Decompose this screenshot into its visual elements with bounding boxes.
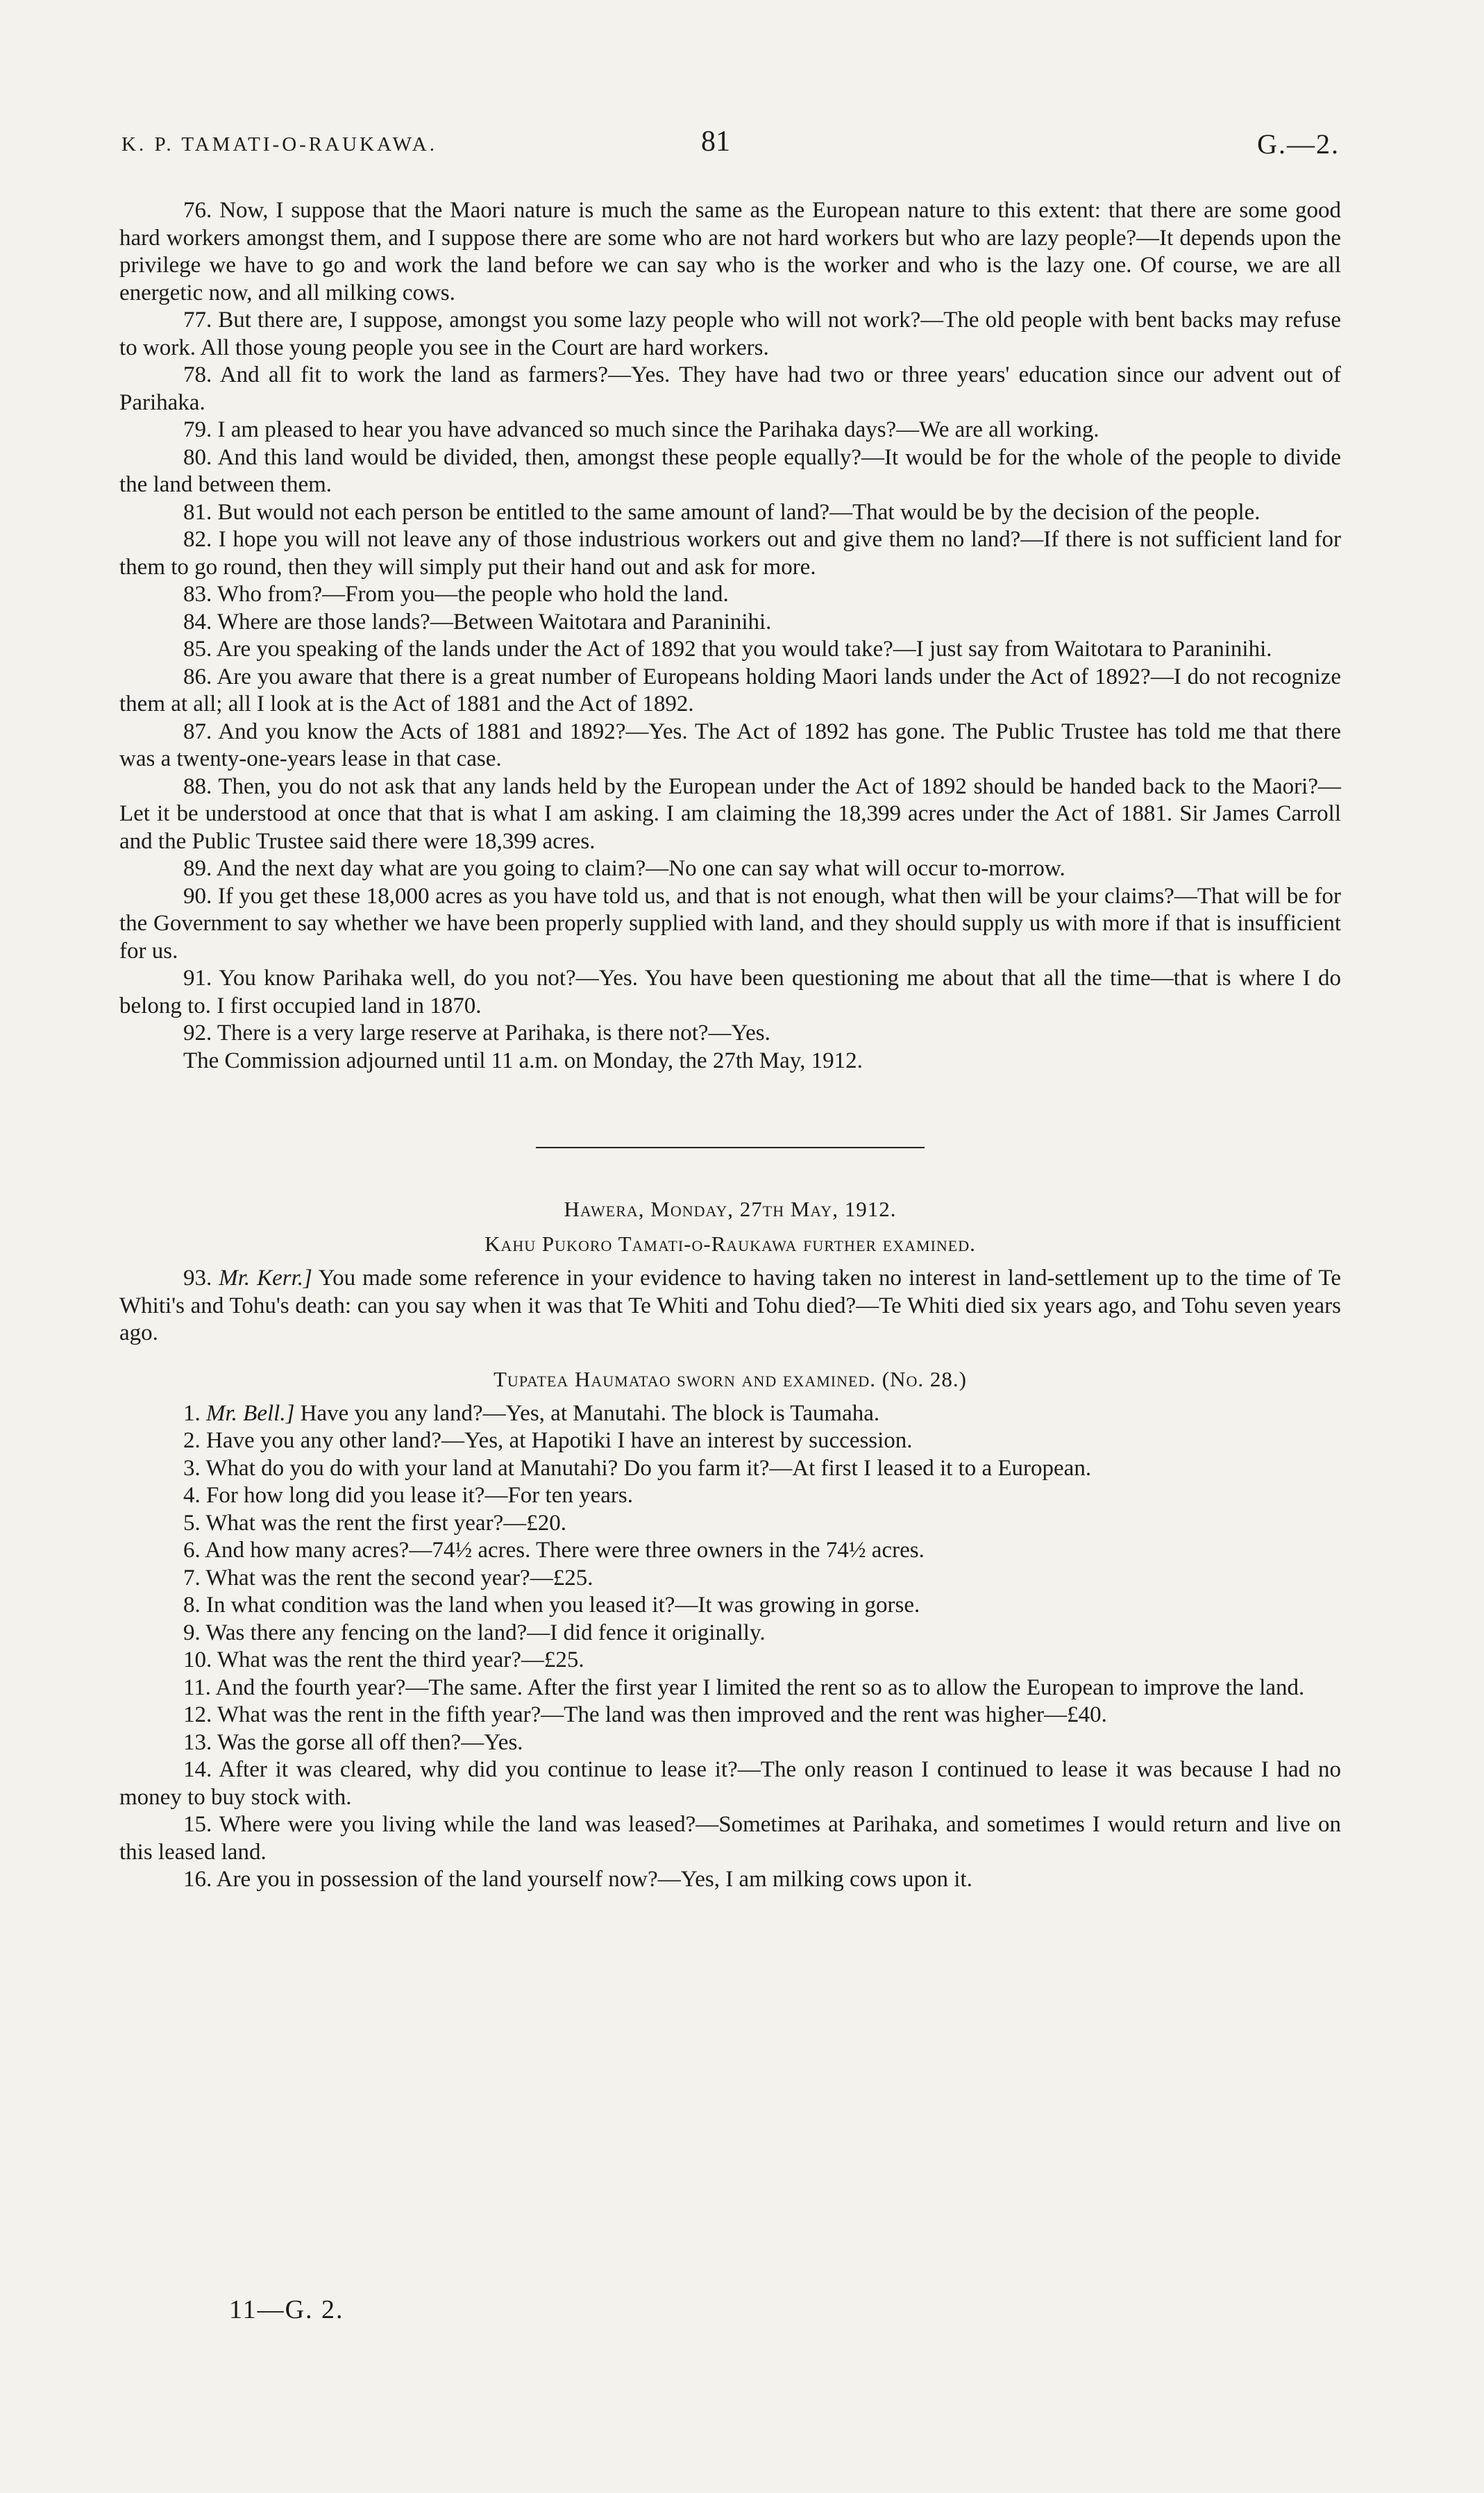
evidence-paragraph: 12. What was the rent in the fifth year?—The land was then improved and the rent was higher—£40. — [183, 1702, 1107, 1727]
evidence-paragraph: 81. But would not each person be entitled to the same amount of land?—That would be by the decision of the people. — [183, 499, 1260, 525]
evidence-paragraph: 7. What was the rent the second year?—£25. — [183, 1565, 593, 1590]
question-number: 93. — [183, 1266, 212, 1291]
evidence-paragraph: 16. Are you in possession of the land yourself now?—Yes, I am milking cows upon it. — [183, 1867, 972, 1892]
evidence-paragraph: 90. If you get these 18,000 acres as you have told us, and that is not enough, what then will be your claims?—That will be for the Government to say whether we have been properly supplied with land, and they should supply us with more if that is insufficient for us. — [119, 883, 1341, 964]
evidence-paragraph: 9. Was there any fencing on the land?—I did fence it originally. — [183, 1620, 766, 1645]
evidence-paragraph: 11. And the fourth year?—The same. After the first year I limited the rent so as to allow the European to improve the land. — [183, 1674, 1305, 1700]
evidence-paragraph: 91. You know Parihaka well, do you not?—Yes. You have been questioning me about that all the time—that is where I do belong to. I first occupied land in 1870. — [119, 966, 1341, 1018]
evidence-paragraph: 83. Who from?—From you—the people who hold the land. — [183, 582, 729, 607]
evidence-paragraph: 76. Now, I suppose that the Maori nature is much the same as the European nature to this extent: that there are some good hard workers amongst them, and I suppose there are some who are not hard workers but who are lazy people?—It depends upon the privilege we have to go and work the land before we can say who is the worker and who is the lazy one. Of course, we are all energetic now, and all milking cows. — [119, 198, 1341, 305]
evidence-paragraph: 80. And this land would be divided, then, amongst these people equally?—It would be for the whole of the people to divide the land between them. — [119, 444, 1341, 497]
evidence-paragraph: 4. For how long did you lease it?—For ten years. — [183, 1483, 633, 1508]
page-body — [119, 197, 1341, 1894]
evidence-section-questions-76-92 — [119, 197, 1341, 1075]
evidence-paragraph: 78. And all fit to work the land as farmers?—Yes. They have had two or three years' education since our advent out of Parihaka. — [119, 362, 1341, 415]
evidence-paragraph: 79. I am pleased to hear you have advanced so much since the Parihaka days?—We are all working. — [183, 417, 1099, 442]
evidence-section-questions-2-16 — [119, 1427, 1341, 1894]
evidence-paragraph: 13. Was the gorse all off then?—Yes. — [183, 1729, 523, 1755]
evidence-paragraph: 89. And the next day what are you going to claim?—No one can say what will occur to-morrow. — [183, 856, 1065, 881]
evidence-paragraph: 86. Are you aware that there is a great number of Europeans holding Maori lands under the Act of 1892?—I do not recognize them at all; all I look at is the Act of 1881 and the Act of 1892. — [119, 664, 1341, 716]
evidence-paragraph: 88. Then, you do not ask that any lands held by the European under the Act of 1892 should be handed back to the Maori?—Let it be understood at once that that is what I am asking. I am claiming the 18,399 acres under the Act of 1881. Sir James Carroll and the Public Trustee said there were 18,399 acres. — [119, 773, 1341, 854]
evidence-paragraph: 92. There is a very large reserve at Parihaka, is there not?—Yes. — [183, 1021, 770, 1046]
question-text: Have you any land?—Yes, at Manutahi. The block is Taumaha. — [300, 1400, 880, 1426]
evidence-paragraph: 87. And you know the Acts of 1881 and 1892?—Yes. The Act of 1892 has gone. The Public Trustee has told me that there was a twenty-one-years lease in that case. — [119, 719, 1341, 771]
evidence-paragraph: 77. But there are, I suppose, amongst you some lazy people who will not work?—The old people with bent backs may refuse to work. All those young people you see in the Court are hard workers. — [119, 308, 1341, 360]
evidence-paragraph: 2. Have you any other land?—Yes, at Hapotiki I have an interest by succession. — [183, 1428, 913, 1453]
evidence-paragraph: 15. Where were you living while the land was leased?—Sometimes at Parihaka, and sometimes I would return and live on this leased land. — [119, 1812, 1341, 1865]
page-number: 81 — [701, 126, 730, 158]
section-divider — [536, 1147, 925, 1148]
witness-heading-tupatea: Tupatea Haumatao sworn and examined. (No. 28.) — [494, 1366, 967, 1391]
evidence-paragraph: 3. What do you do with your land at Manutahi? Do you farm it?—At first I leased it to a European. — [183, 1455, 1092, 1481]
page-header — [121, 125, 1340, 167]
running-title: K. P. TAMATI-O-RAUKAWA. — [121, 133, 437, 156]
evidence-paragraph: 10. What was the rent the third year?—£25. — [183, 1647, 584, 1672]
evidence-paragraph: 85. Are you speaking of the lands under the Act of 1892 that you would take?—I just say from Waitotara to Paraninihi. — [183, 637, 1272, 662]
question-93 — [119, 1265, 1341, 1348]
question-number: 1. — [183, 1400, 201, 1426]
examiner-name: Mr. Bell.] — [206, 1400, 295, 1426]
evidence-paragraph: The Commission adjourned until 11 a.m. on Monday, the 27th May, 1912. — [183, 1048, 863, 1073]
examiner-name: Mr. Kerr.] — [219, 1266, 312, 1291]
witness-heading: Kahu Pukoro Tamati-o-Raukawa further examined. — [484, 1232, 976, 1256]
signature-mark: 11—G. 2. — [229, 2295, 344, 2324]
evidence-paragraph: 8. In what condition was the land when you leased it?—It was growing in gorse. — [183, 1593, 920, 1618]
question-1 — [119, 1400, 1341, 1428]
evidence-paragraph: 6. And how many acres?—74½ acres. There were three owners in the 74½ acres. — [183, 1538, 925, 1563]
evidence-paragraph: 5. What was the rent the first year?—£20. — [183, 1510, 566, 1536]
evidence-paragraph: 82. I hope you will not leave any of those industrious workers out and give them no land?—If there is not sufficient land for them to go round, then they will simply put their hand out and ask for more. — [119, 527, 1341, 580]
document-code: G.—2. — [1257, 128, 1340, 160]
question-text: You made some reference in your evidence to having taken no interest in land-settlement up to the time of Te Whiti's and Tohu's death: can you say when it was that Te Whiti and Tohu died?—Te Whiti died six years ago, and Tohu seven years ago. — [119, 1266, 1341, 1345]
section-heading-date: Hawera, Monday, 27th May, 1912. — [564, 1197, 897, 1221]
evidence-paragraph: 84. Where are those lands?—Between Waitotara and Paraninihi. — [183, 609, 772, 635]
evidence-paragraph: 14. After it was cleared, why did you continue to lease it?—The only reason I continued to lease it was because I had no money to buy stock with. — [119, 1757, 1341, 1810]
